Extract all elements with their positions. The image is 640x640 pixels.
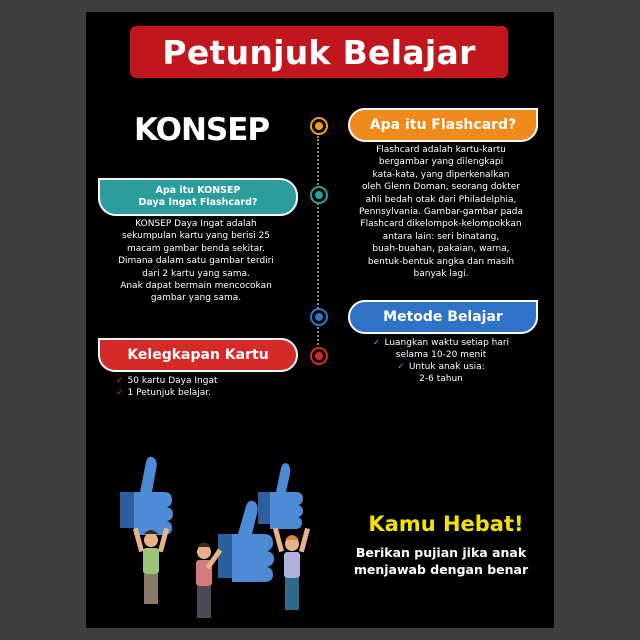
metode-item: Luangkan waktu setiap hari [384, 338, 510, 348]
timeline-dot-teal [310, 186, 328, 204]
konsep-logo: KONSEP [134, 112, 270, 148]
poster [86, 12, 554, 628]
closing-line: menjawab dengan benar [353, 562, 529, 577]
timeline-dot-red [310, 347, 328, 365]
flashcard-line: Pennsylvania. Gambar-gambar pada [359, 207, 523, 218]
person-figure [133, 528, 169, 604]
konsep-heading-line1: Apa itu KONSEP [155, 185, 241, 196]
check-icon: ✓ [397, 362, 405, 372]
konsep-line: dari 2 kartu yang sama. [142, 268, 250, 279]
flashcard-line: Flashcard dikelompok-kelompokkan [360, 219, 522, 230]
flashcard-description [348, 144, 534, 280]
konsep-heading-line2: Daya Ingat Flashcard? [138, 197, 258, 208]
konsep-line: macam gambar benda sekitar. [127, 243, 265, 254]
flashcard-line: oleh Glenn Doman, seorang dokter [362, 182, 520, 193]
thumbs-up-icon [258, 463, 303, 529]
konsep-line: KONSEP Daya Ingat adalah [135, 219, 257, 229]
flashcard-line: bentuk-bentuk angka dan masih [367, 256, 515, 267]
konsep-line: Dimana dalam satu gambar terdiri [118, 256, 274, 267]
closing-line: Berikan pujian jika anak [355, 545, 527, 560]
konsep-line: Anak dapat bermain mencocokan [120, 281, 272, 292]
page-title: Petunjuk Belajar [130, 26, 508, 78]
timeline-dot-blue [310, 308, 328, 326]
metode-item-sub: 2-6 tahun [419, 374, 463, 384]
person-figure [196, 543, 222, 619]
closing-headline: Kamu Hebat! [368, 512, 524, 536]
kelengkapan-heading: Kelegkapan Kartu [98, 338, 298, 372]
check-icon: ✓ [116, 376, 124, 386]
konsep-line: gambar yang sama. [150, 293, 242, 304]
timeline-line [317, 136, 319, 364]
flashcard-line: Flashcard adalah kartu-kartu [376, 145, 506, 155]
metode-checklist [348, 337, 534, 385]
flashcard-line: antara lain: seri binatang, [382, 231, 500, 242]
kelengkapan-item: 50 kartu Daya Ingat [127, 376, 218, 386]
kelengkapan-checklist [116, 375, 296, 399]
thumbs-up-icon [120, 457, 173, 535]
check-icon: ✓ [116, 388, 124, 398]
closing-message [336, 544, 546, 578]
metode-heading: Metode Belajar [348, 300, 538, 334]
flashcard-line: kata-kata, yang diperkenalkan [372, 169, 510, 180]
metode-item: Untuk anak usia: [408, 362, 485, 372]
flashcard-line: ahli bedah otak dari Philadelphia, [365, 194, 517, 205]
metode-item-sub: selama 10-20 menit [395, 350, 487, 360]
kelengkapan-item: 1 Petunjuk belajar. [127, 388, 212, 398]
flashcard-line: buah-buahan, pakaian, warna, [372, 244, 510, 255]
konsep-heading [98, 178, 298, 216]
person-figure [273, 528, 310, 610]
check-icon: ✓ [372, 338, 381, 348]
flashcard-line: banyak lagi. [413, 269, 469, 280]
thumbs-up-people-illustration [106, 452, 326, 628]
konsep-line: sekumpulan kartu yang berisi 25 [121, 231, 271, 242]
flashcard-heading: Apa itu Flashcard? [348, 108, 538, 142]
konsep-description [98, 218, 294, 305]
timeline-dot-orange [310, 117, 328, 135]
flashcard-line: bergambar yang dilengkapi [378, 157, 504, 168]
